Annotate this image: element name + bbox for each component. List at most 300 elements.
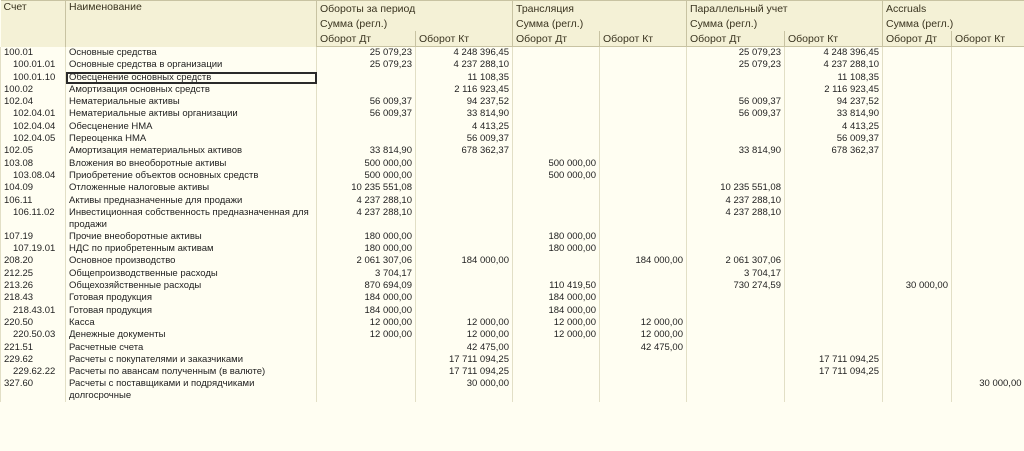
credit-amount-cell[interactable] (785, 170, 883, 182)
table-row[interactable] (1, 170, 1024, 182)
table-row[interactable] (1, 72, 1024, 84)
debit-amount-cell[interactable] (513, 96, 600, 108)
credit-amount-cell[interactable] (785, 268, 883, 280)
header-dt[interactable]: Оборот Дт (513, 31, 600, 47)
account-code-cell[interactable]: 102.04.04 (1, 121, 66, 133)
debit-amount-cell[interactable] (883, 292, 952, 304)
credit-amount-cell[interactable] (416, 158, 513, 170)
credit-amount-cell[interactable]: 17 711 094,25 (416, 354, 513, 366)
credit-amount-cell[interactable]: 56 009,37 (785, 133, 883, 145)
credit-amount-cell[interactable]: 184 000,00 (416, 255, 513, 267)
table-row[interactable] (1, 231, 1024, 243)
debit-amount-cell[interactable]: 10 235 551,08 (317, 182, 416, 194)
debit-amount-cell[interactable]: 56 009,37 (317, 96, 416, 108)
debit-amount-cell[interactable] (317, 72, 416, 84)
credit-amount-cell[interactable] (600, 59, 687, 71)
header-dt[interactable]: Оборот Дт (883, 31, 952, 47)
header-kt[interactable]: Оборот Кт (416, 31, 513, 47)
credit-amount-cell[interactable] (952, 292, 1024, 304)
account-name-cell[interactable]: Готовая продукция (66, 292, 317, 304)
credit-amount-cell[interactable] (952, 255, 1024, 267)
credit-amount-cell[interactable]: 33 814,90 (785, 108, 883, 120)
debit-amount-cell[interactable]: 12 000,00 (317, 317, 416, 329)
credit-amount-cell[interactable] (600, 366, 687, 378)
debit-amount-cell[interactable] (513, 145, 600, 157)
credit-amount-cell[interactable] (600, 378, 687, 402)
table-row[interactable] (1, 158, 1024, 170)
credit-amount-cell[interactable] (952, 317, 1024, 329)
table-row[interactable] (1, 354, 1024, 366)
debit-amount-cell[interactable] (883, 207, 952, 231)
debit-amount-cell[interactable] (687, 378, 785, 402)
credit-amount-cell[interactable]: 42 475,00 (416, 342, 513, 354)
credit-amount-cell[interactable]: 12 000,00 (600, 329, 687, 341)
debit-amount-cell[interactable] (513, 59, 600, 71)
credit-amount-cell[interactable] (600, 170, 687, 182)
table-row[interactable] (1, 243, 1024, 255)
credit-amount-cell[interactable] (416, 292, 513, 304)
account-name-cell[interactable]: Расчеты по авансам полученным (в валюте) (66, 366, 317, 378)
debit-amount-cell[interactable] (883, 96, 952, 108)
credit-amount-cell[interactable]: 2 116 923,45 (416, 84, 513, 96)
account-name-cell[interactable]: Готовая продукция (66, 305, 317, 317)
credit-amount-cell[interactable] (785, 305, 883, 317)
credit-amount-cell[interactable] (952, 182, 1024, 194)
header-account[interactable]: Счет (1, 1, 66, 47)
debit-amount-cell[interactable]: 870 694,09 (317, 280, 416, 292)
account-name-cell[interactable]: Отложенные налоговые активы (66, 182, 317, 194)
debit-amount-cell[interactable] (883, 121, 952, 133)
credit-amount-cell[interactable] (600, 96, 687, 108)
credit-amount-cell[interactable]: 12 000,00 (416, 317, 513, 329)
credit-amount-cell[interactable] (952, 243, 1024, 255)
account-code-cell[interactable]: 103.08 (1, 158, 66, 170)
debit-amount-cell[interactable] (513, 268, 600, 280)
debit-amount-cell[interactable] (687, 84, 785, 96)
credit-amount-cell[interactable] (600, 231, 687, 243)
account-name-cell[interactable]: Нематериальные активы (66, 96, 317, 108)
debit-amount-cell[interactable] (513, 354, 600, 366)
debit-amount-cell[interactable] (317, 366, 416, 378)
debit-amount-cell[interactable]: 4 237 288,10 (687, 195, 785, 207)
debit-amount-cell[interactable] (317, 354, 416, 366)
debit-amount-cell[interactable] (513, 255, 600, 267)
credit-amount-cell[interactable]: 56 009,37 (416, 133, 513, 145)
credit-amount-cell[interactable] (600, 72, 687, 84)
account-code-cell[interactable]: 213.26 (1, 280, 66, 292)
debit-amount-cell[interactable]: 56 009,37 (317, 108, 416, 120)
debit-amount-cell[interactable]: 500 000,00 (513, 170, 600, 182)
header-dt[interactable]: Оборот Дт (317, 31, 416, 47)
debit-amount-cell[interactable] (317, 121, 416, 133)
account-name-cell[interactable]: Основные средства (66, 47, 317, 60)
credit-amount-cell[interactable] (416, 268, 513, 280)
account-code-cell[interactable]: 106.11 (1, 195, 66, 207)
credit-amount-cell[interactable] (952, 72, 1024, 84)
credit-amount-cell[interactable]: 17 711 094,25 (416, 366, 513, 378)
credit-amount-cell[interactable]: 678 362,37 (785, 145, 883, 157)
debit-amount-cell[interactable]: 500 000,00 (317, 158, 416, 170)
header-kt[interactable]: Оборот Кт (600, 31, 687, 47)
debit-amount-cell[interactable] (513, 84, 600, 96)
header-group-turnover[interactable]: Обороты за период (317, 1, 513, 17)
account-code-cell[interactable]: 221.51 (1, 342, 66, 354)
credit-amount-cell[interactable] (952, 84, 1024, 96)
debit-amount-cell[interactable] (883, 305, 952, 317)
debit-amount-cell[interactable] (513, 133, 600, 145)
credit-amount-cell[interactable]: 11 108,35 (416, 72, 513, 84)
credit-amount-cell[interactable] (785, 207, 883, 231)
account-code-cell[interactable]: 106.11.02 (1, 207, 66, 231)
table-row[interactable] (1, 280, 1024, 292)
debit-amount-cell[interactable]: 4 237 288,10 (317, 207, 416, 231)
debit-amount-cell[interactable] (883, 133, 952, 145)
debit-amount-cell[interactable] (317, 133, 416, 145)
credit-amount-cell[interactable] (952, 145, 1024, 157)
credit-amount-cell[interactable] (416, 305, 513, 317)
header-group-parallel[interactable]: Параллельный учет (687, 1, 883, 17)
header-name[interactable]: Наименование (66, 1, 317, 47)
account-code-cell[interactable]: 100.01.01 (1, 59, 66, 71)
table-row[interactable] (1, 305, 1024, 317)
credit-amount-cell[interactable]: 17 711 094,25 (785, 354, 883, 366)
credit-amount-cell[interactable] (952, 108, 1024, 120)
account-code-cell[interactable]: 102.04 (1, 96, 66, 108)
credit-amount-cell[interactable] (785, 317, 883, 329)
credit-amount-cell[interactable]: 94 237,52 (416, 96, 513, 108)
credit-amount-cell[interactable] (600, 354, 687, 366)
table-row[interactable] (1, 84, 1024, 96)
table-row[interactable] (1, 121, 1024, 133)
table-row[interactable] (1, 59, 1024, 71)
credit-amount-cell[interactable] (600, 84, 687, 96)
debit-amount-cell[interactable]: 2 061 307,06 (317, 255, 416, 267)
credit-amount-cell[interactable] (600, 207, 687, 231)
debit-amount-cell[interactable]: 12 000,00 (317, 329, 416, 341)
debit-amount-cell[interactable] (513, 378, 600, 402)
debit-amount-cell[interactable]: 3 704,17 (317, 268, 416, 280)
credit-amount-cell[interactable] (600, 121, 687, 133)
credit-amount-cell[interactable] (600, 182, 687, 194)
account-name-cell[interactable]: Расчеты с покупателями и заказчиками (66, 354, 317, 366)
credit-amount-cell[interactable] (952, 354, 1024, 366)
credit-amount-cell[interactable]: 33 814,90 (416, 108, 513, 120)
credit-amount-cell[interactable]: 12 000,00 (416, 329, 513, 341)
debit-amount-cell[interactable] (883, 342, 952, 354)
account-code-cell[interactable]: 102.04.05 (1, 133, 66, 145)
account-name-cell[interactable]: Активы предназначенные для продажи (66, 195, 317, 207)
debit-amount-cell[interactable]: 25 079,23 (687, 47, 785, 60)
account-code-cell[interactable]: 104.09 (1, 182, 66, 194)
credit-amount-cell[interactable] (952, 47, 1024, 60)
debit-amount-cell[interactable] (883, 243, 952, 255)
credit-amount-cell[interactable]: 4 237 288,10 (785, 59, 883, 71)
debit-amount-cell[interactable] (513, 108, 600, 120)
account-code-cell[interactable]: 229.62.22 (1, 366, 66, 378)
debit-amount-cell[interactable]: 33 814,90 (687, 145, 785, 157)
credit-amount-cell[interactable] (952, 280, 1024, 292)
account-code-cell[interactable]: 107.19 (1, 231, 66, 243)
debit-amount-cell[interactable] (687, 170, 785, 182)
debit-amount-cell[interactable] (513, 207, 600, 231)
header-group-accruals[interactable]: Accruals (883, 1, 1024, 17)
account-name-cell[interactable]: Амортизация основных средств (66, 84, 317, 96)
debit-amount-cell[interactable] (513, 47, 600, 60)
debit-amount-cell[interactable]: 184 000,00 (317, 292, 416, 304)
debit-amount-cell[interactable] (687, 329, 785, 341)
credit-amount-cell[interactable] (952, 195, 1024, 207)
account-name-cell[interactable]: Амортизация нематериальных активов (66, 145, 317, 157)
debit-amount-cell[interactable]: 500 000,00 (513, 158, 600, 170)
debit-amount-cell[interactable] (513, 366, 600, 378)
debit-amount-cell[interactable] (883, 84, 952, 96)
credit-amount-cell[interactable] (416, 182, 513, 194)
debit-amount-cell[interactable] (687, 317, 785, 329)
credit-amount-cell[interactable]: 30 000,00 (416, 378, 513, 402)
debit-amount-cell[interactable] (883, 255, 952, 267)
credit-amount-cell[interactable] (600, 108, 687, 120)
debit-amount-cell[interactable]: 12 000,00 (513, 317, 600, 329)
account-name-cell[interactable]: Вложения во внеоборотные активы (66, 158, 317, 170)
debit-amount-cell[interactable]: 180 000,00 (317, 231, 416, 243)
credit-amount-cell[interactable]: 4 248 396,45 (416, 47, 513, 60)
account-code-cell[interactable]: 100.01.10 (1, 72, 66, 84)
credit-amount-cell[interactable] (785, 378, 883, 402)
credit-amount-cell[interactable] (416, 243, 513, 255)
header-sum[interactable]: Сумма (регл.) (687, 16, 883, 31)
debit-amount-cell[interactable] (687, 342, 785, 354)
debit-amount-cell[interactable] (513, 195, 600, 207)
debit-amount-cell[interactable] (687, 158, 785, 170)
header-group-translation[interactable]: Трансляция (513, 1, 687, 17)
debit-amount-cell[interactable]: 10 235 551,08 (687, 182, 785, 194)
account-name-cell[interactable]: Переоценка НМА (66, 133, 317, 145)
table-row[interactable] (1, 366, 1024, 378)
credit-amount-cell[interactable] (600, 145, 687, 157)
account-name-cell[interactable]: Нематериальные активы организации (66, 108, 317, 120)
account-code-cell[interactable]: 327.60 (1, 378, 66, 402)
debit-amount-cell[interactable] (687, 121, 785, 133)
credit-amount-cell[interactable]: 12 000,00 (600, 317, 687, 329)
table-row[interactable] (1, 378, 1024, 402)
debit-amount-cell[interactable] (883, 47, 952, 60)
debit-amount-cell[interactable] (513, 342, 600, 354)
credit-amount-cell[interactable] (952, 329, 1024, 341)
credit-amount-cell[interactable] (785, 231, 883, 243)
debit-amount-cell[interactable]: 110 419,50 (513, 280, 600, 292)
account-name-cell[interactable]: НДС по приобретенным активам (66, 243, 317, 255)
table-row[interactable] (1, 195, 1024, 207)
credit-amount-cell[interactable] (600, 195, 687, 207)
credit-amount-cell[interactable] (416, 195, 513, 207)
credit-amount-cell[interactable] (785, 195, 883, 207)
account-code-cell[interactable]: 100.02 (1, 84, 66, 96)
credit-amount-cell[interactable] (416, 170, 513, 182)
credit-amount-cell[interactable] (600, 280, 687, 292)
debit-amount-cell[interactable] (883, 145, 952, 157)
debit-amount-cell[interactable]: 56 009,37 (687, 96, 785, 108)
debit-amount-cell[interactable] (883, 366, 952, 378)
debit-amount-cell[interactable] (883, 72, 952, 84)
debit-amount-cell[interactable] (317, 84, 416, 96)
credit-amount-cell[interactable] (600, 305, 687, 317)
account-name-cell[interactable]: Обесценение основных средств (66, 72, 317, 84)
debit-amount-cell[interactable]: 25 079,23 (317, 47, 416, 60)
debit-amount-cell[interactable]: 4 237 288,10 (687, 207, 785, 231)
debit-amount-cell[interactable]: 180 000,00 (513, 231, 600, 243)
debit-amount-cell[interactable] (317, 378, 416, 402)
credit-amount-cell[interactable] (785, 329, 883, 341)
credit-amount-cell[interactable] (952, 158, 1024, 170)
account-name-cell[interactable]: Денежные документы (66, 329, 317, 341)
debit-amount-cell[interactable] (687, 72, 785, 84)
credit-amount-cell[interactable] (600, 292, 687, 304)
table-row[interactable] (1, 96, 1024, 108)
account-code-cell[interactable]: 220.50.03 (1, 329, 66, 341)
table-row[interactable] (1, 108, 1024, 120)
account-name-cell[interactable]: Расчетные счета (66, 342, 317, 354)
debit-amount-cell[interactable]: 184 000,00 (513, 292, 600, 304)
credit-amount-cell[interactable]: 678 362,37 (416, 145, 513, 157)
account-name-cell[interactable]: Приобретение объектов основных средств (66, 170, 317, 182)
credit-amount-cell[interactable] (416, 207, 513, 231)
debit-amount-cell[interactable]: 12 000,00 (513, 329, 600, 341)
credit-amount-cell[interactable] (952, 170, 1024, 182)
account-name-cell[interactable]: Инвестиционная собственность предназначенная для продажи (66, 207, 317, 231)
credit-amount-cell[interactable] (785, 243, 883, 255)
table-row[interactable] (1, 182, 1024, 194)
account-name-cell[interactable]: Касса (66, 317, 317, 329)
credit-amount-cell[interactable] (785, 292, 883, 304)
debit-amount-cell[interactable] (687, 133, 785, 145)
account-code-cell[interactable]: 102.05 (1, 145, 66, 157)
account-code-cell[interactable]: 100.01 (1, 47, 66, 60)
debit-amount-cell[interactable]: 25 079,23 (687, 59, 785, 71)
credit-amount-cell[interactable] (600, 158, 687, 170)
debit-amount-cell[interactable]: 180 000,00 (317, 243, 416, 255)
debit-amount-cell[interactable] (883, 268, 952, 280)
credit-amount-cell[interactable] (785, 342, 883, 354)
table-row[interactable] (1, 317, 1024, 329)
debit-amount-cell[interactable]: 56 009,37 (687, 108, 785, 120)
credit-amount-cell[interactable] (952, 268, 1024, 280)
credit-amount-cell[interactable] (600, 47, 687, 60)
credit-amount-cell[interactable]: 4 413,25 (416, 121, 513, 133)
credit-amount-cell[interactable] (785, 158, 883, 170)
debit-amount-cell[interactable] (883, 378, 952, 402)
account-name-cell[interactable]: Прочие внеоборотные активы (66, 231, 317, 243)
account-name-cell[interactable]: Расчеты с поставщиками и подрядчиками долгосрочные (66, 378, 317, 402)
credit-amount-cell[interactable] (952, 231, 1024, 243)
debit-amount-cell[interactable]: 4 237 288,10 (317, 195, 416, 207)
account-name-cell[interactable]: Общехозяйственные расходы (66, 280, 317, 292)
debit-amount-cell[interactable]: 730 274,59 (687, 280, 785, 292)
credit-amount-cell[interactable]: 4 413,25 (785, 121, 883, 133)
account-code-cell[interactable]: 102.04.01 (1, 108, 66, 120)
credit-amount-cell[interactable]: 94 237,52 (785, 96, 883, 108)
debit-amount-cell[interactable] (687, 292, 785, 304)
table-row[interactable] (1, 145, 1024, 157)
table-row[interactable] (1, 292, 1024, 304)
header-kt[interactable]: Оборот Кт (952, 31, 1024, 47)
table-row[interactable] (1, 207, 1024, 231)
table-row[interactable] (1, 329, 1024, 341)
debit-amount-cell[interactable] (687, 243, 785, 255)
credit-amount-cell[interactable] (952, 366, 1024, 378)
account-code-cell[interactable]: 212.25 (1, 268, 66, 280)
account-code-cell[interactable]: 103.08.04 (1, 170, 66, 182)
account-code-cell[interactable]: 208.20 (1, 255, 66, 267)
credit-amount-cell[interactable]: 184 000,00 (600, 255, 687, 267)
credit-amount-cell[interactable] (952, 121, 1024, 133)
debit-amount-cell[interactable]: 2 061 307,06 (687, 255, 785, 267)
account-name-cell[interactable]: Основные средства в организации (66, 59, 317, 71)
debit-amount-cell[interactable] (687, 305, 785, 317)
credit-amount-cell[interactable]: 11 108,35 (785, 72, 883, 84)
credit-amount-cell[interactable]: 30 000,00 (952, 378, 1024, 402)
debit-amount-cell[interactable] (883, 182, 952, 194)
account-name-cell[interactable]: Обесценение НМА (66, 121, 317, 133)
credit-amount-cell[interactable]: 4 248 396,45 (785, 47, 883, 60)
credit-amount-cell[interactable]: 4 237 288,10 (416, 59, 513, 71)
table-row[interactable] (1, 47, 1024, 60)
credit-amount-cell[interactable] (952, 305, 1024, 317)
debit-amount-cell[interactable] (883, 158, 952, 170)
credit-amount-cell[interactable] (952, 342, 1024, 354)
debit-amount-cell[interactable] (883, 354, 952, 366)
debit-amount-cell[interactable] (883, 329, 952, 341)
table-row[interactable] (1, 342, 1024, 354)
debit-amount-cell[interactable] (513, 121, 600, 133)
account-code-cell[interactable]: 229.62 (1, 354, 66, 366)
header-sum[interactable]: Сумма (регл.) (513, 16, 687, 31)
credit-amount-cell[interactable] (952, 133, 1024, 145)
debit-amount-cell[interactable] (513, 182, 600, 194)
debit-amount-cell[interactable]: 184 000,00 (513, 305, 600, 317)
account-code-cell[interactable]: 220.50 (1, 317, 66, 329)
credit-amount-cell[interactable]: 17 711 094,25 (785, 366, 883, 378)
table-row[interactable] (1, 268, 1024, 280)
account-code-cell[interactable]: 218.43.01 (1, 305, 66, 317)
credit-amount-cell[interactable] (600, 268, 687, 280)
debit-amount-cell[interactable] (513, 72, 600, 84)
account-name-cell[interactable]: Основное производство (66, 255, 317, 267)
credit-amount-cell[interactable]: 42 475,00 (600, 342, 687, 354)
account-name-cell[interactable]: Общепроизводственные расходы (66, 268, 317, 280)
debit-amount-cell[interactable] (883, 231, 952, 243)
credit-amount-cell[interactable] (785, 255, 883, 267)
header-sum[interactable]: Сумма (регл.) (317, 16, 513, 31)
credit-amount-cell[interactable] (600, 133, 687, 145)
credit-amount-cell[interactable] (416, 280, 513, 292)
credit-amount-cell[interactable] (785, 280, 883, 292)
debit-amount-cell[interactable] (883, 317, 952, 329)
credit-amount-cell[interactable] (785, 182, 883, 194)
debit-amount-cell[interactable]: 184 000,00 (317, 305, 416, 317)
credit-amount-cell[interactable]: 2 116 923,45 (785, 84, 883, 96)
credit-amount-cell[interactable] (600, 243, 687, 255)
debit-amount-cell[interactable]: 180 000,00 (513, 243, 600, 255)
debit-amount-cell[interactable]: 33 814,90 (317, 145, 416, 157)
debit-amount-cell[interactable] (687, 354, 785, 366)
header-kt[interactable]: Оборот Кт (785, 31, 883, 47)
debit-amount-cell[interactable] (883, 59, 952, 71)
credit-amount-cell[interactable] (952, 59, 1024, 71)
debit-amount-cell[interactable] (317, 342, 416, 354)
credit-amount-cell[interactable] (952, 207, 1024, 231)
debit-amount-cell[interactable] (687, 231, 785, 243)
header-sum[interactable]: Сумма (регл.) (883, 16, 1024, 31)
